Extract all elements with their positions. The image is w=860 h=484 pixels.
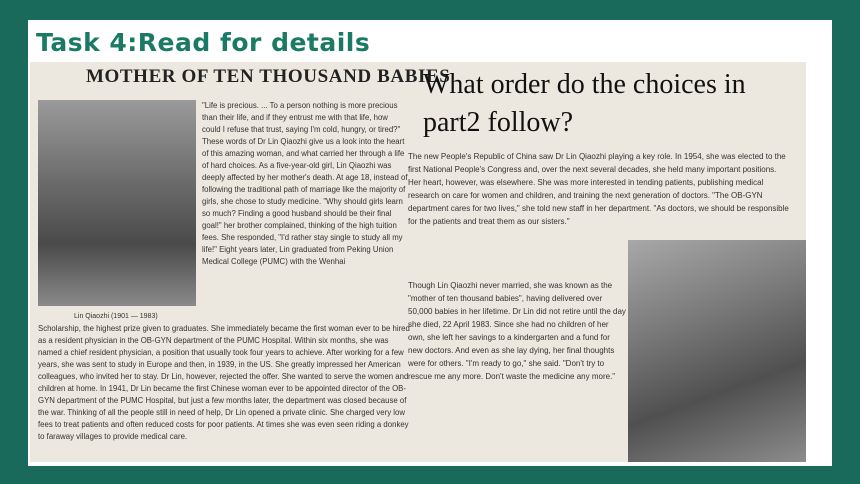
article-title: MOTHER OF TEN THOUSAND BABIES — [86, 66, 451, 87]
article-column-1: "Life is precious. ... To a person nothing is more precious than their life, and if they entrust me with that life, how could I refuse that trust, saying I'm cold, hungry, or tired?" These words of Dr Lin Qiaozhi give us a look into the heart of this amazing woman, and what carried her through a life of hard choices. As a five-year-old girl, Lin Qiaozhi was deeply affected by her mother's death. At age 18, instead of following the traditional path of marriage like the majority of girls, she chose to study medicine. "Why should girls learn so much? Finding a good husband should be their final goal!" her brother complained, thinking of the high tuition fees. She responded, "I'd rather stay single to study all my life!" Eight years later, Lin graduated from Peking Union Medical College (PUMC) with the Wenhai — [202, 101, 408, 266]
doctor-photo — [38, 100, 196, 306]
question-text: What order do the choices in part2 follow? — [423, 69, 746, 138]
children-photo — [628, 240, 806, 462]
photo-caption: Lin Qiaozhi (1901 — 1983) — [74, 313, 158, 320]
article-right-text: The new People's Republic of China saw Dr Lin Qiaozhi playing a key role. In 1954, she was elected to the first National People's Congress and, over the next several decades, she held many important positions. Her heart, however, was elsewhere. She was more interested in tending patients, publishing medical research on care for women and children, and training the next generation of doctors. "The OB-GYN department cares for two lives," she told new staff in her department. "As doctors, we should be responsible for the patients and treat them as our sisters." — [408, 152, 789, 226]
article-bottom-text: Scholarship, the highest prize given to graduates. She immediately became the first woman ever to be hired as a resident physician in the OB-GYN department of the PUMC Hospital. Within six months, she was named a chief resident physician, a position that usually took four years to achieve. After working for a few years, she was sent to study in Europe and then, in 1939, in the US. She greatly impressed her American colleagues, who invited her to stay. Dr Lin, however, rejected the offer. She wanted to serve the women and children at home. In 1941, Dr Lin became the first Chinese woman ever to be appointed director of the OB-GYN department of the PUMC Hospital, but just a few months later, the department was closed because of the war. Thinking of all the people still in need of help, Dr Lin opened a private clinic. She charged very low fees to treat patients and often reduced costs for poor patients. At times she was even seen riding a donkey to faraway villages to provide medical care. — [38, 324, 410, 441]
article-right-column: Though Lin Qiaozhi never married, she was known as the "mother of ten thousand babies", having delivered over 50,000 babies in her lifetime. Dr Lin did not retire until the day she died, 22 April 1983. Since she had no children of her own, she left her savings to a kindergarten and a fund for new doctors. And even as she lay dying, her final thoughts were for others. "I'm ready to go," she said. "Don't try to rescue me any more. Don't waste the medicine any more." — [408, 281, 626, 381]
task-title: Task 4:Read for details — [36, 28, 371, 57]
